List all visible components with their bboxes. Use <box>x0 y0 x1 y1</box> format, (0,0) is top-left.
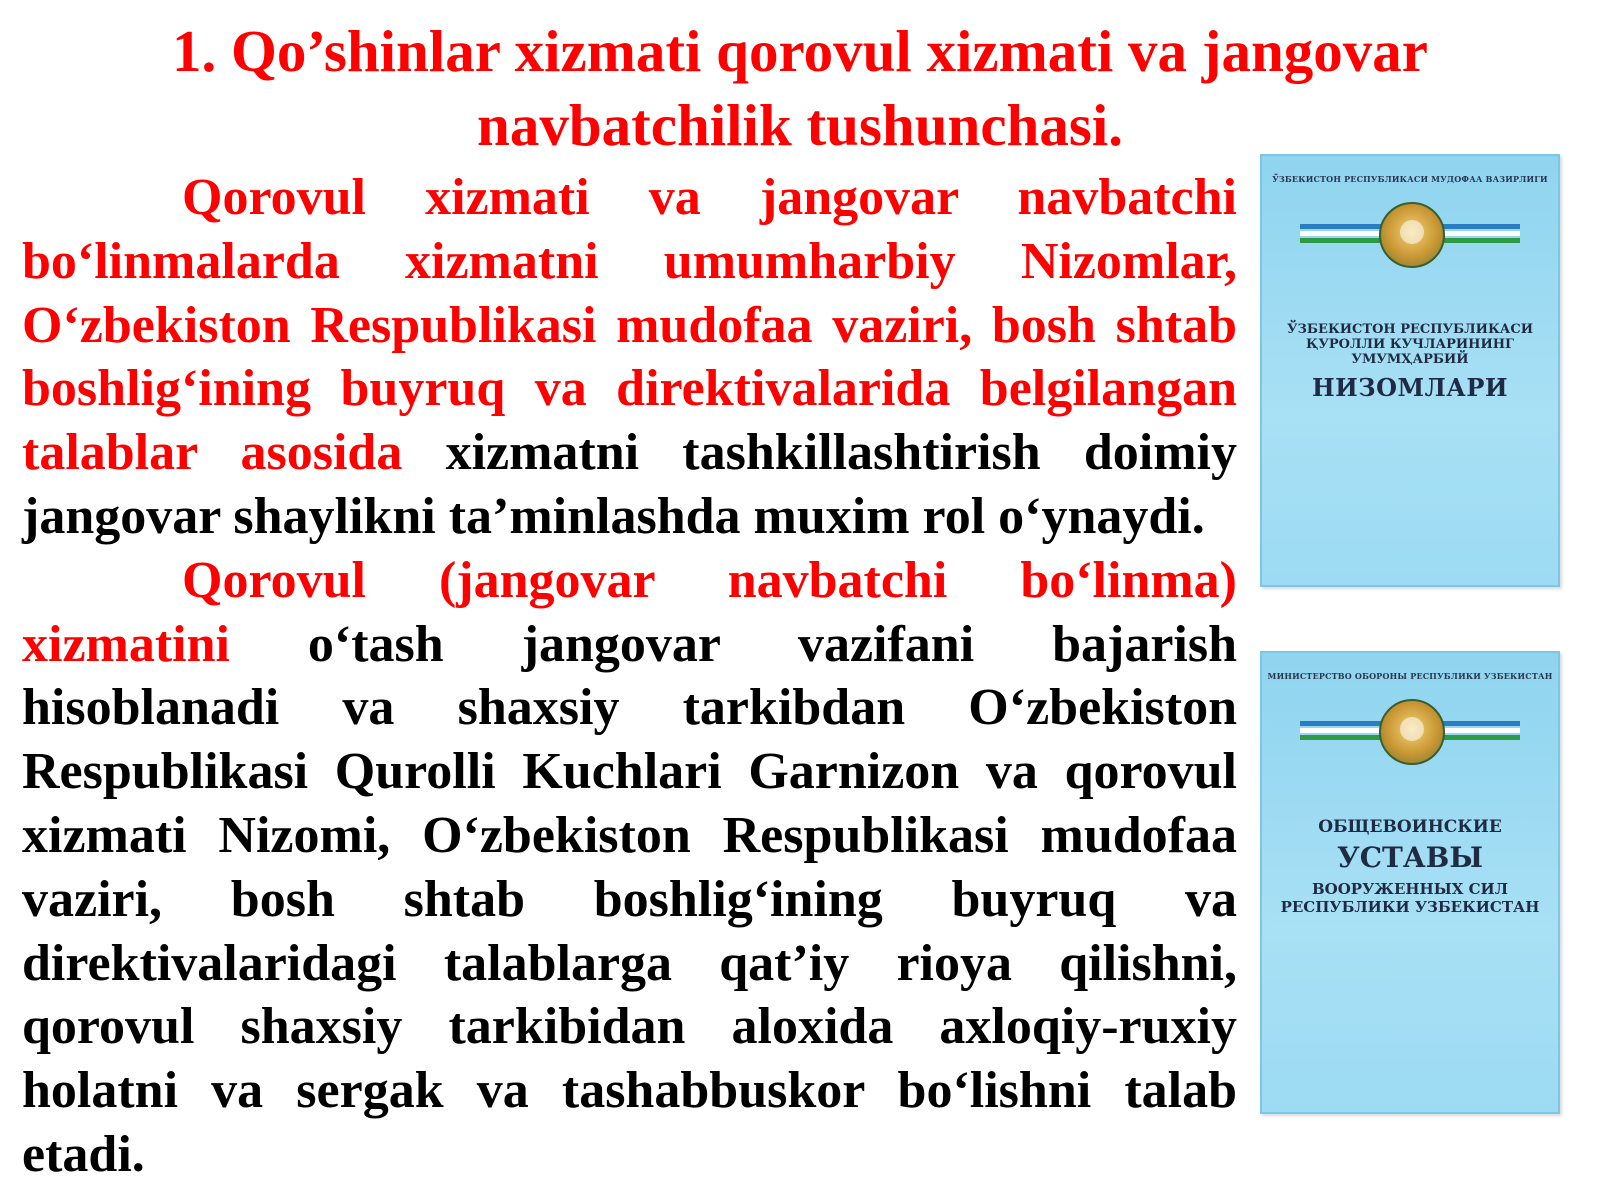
paragraph-1-highlight: Qorovul xizmati va jangovar navbatchi bo‘linmalarda xizmatni umumharbiy Nizomlar, O‘zbekiston Respublikasi mudofaa vaziri, bosh shtab boshlig‘ining buyruq va direktivalarida belgilangan talablar asosida <box>22 169 1237 482</box>
book1-title: НИЗОМЛАРИ <box>1311 373 1509 402</box>
book1-emblem-row <box>1260 198 1560 272</box>
state-emblem-icon <box>1379 202 1445 268</box>
paragraph-2-text: o‘tash jangovar vazifani bajarish hisoblanadi va shaxsiy tarkibdan O‘zbekiston Respublikasi Qurolli Kuchlari Garnizon va qorovul xizmati Nizomi, O‘zbekiston Respublikasi mudofaa vaziri, bosh shtab boshlig‘ining buyruq va direktivalaridagi talablarga qat’iy rioya qilishni, qorovul shaxsiy tarkibidan aloxida axloqiy-ruxiy holatni va sergak va tashabbuskor bo‘lishni talab etadi. <box>22 615 1237 1183</box>
book2-line-3: ВООРУЖЕННЫХ СИЛ <box>1312 880 1508 898</box>
book1-line-1: ЎЗБЕКИСТОН РЕСПУБЛИКАСИ <box>1287 322 1533 337</box>
book2-title: УСТАВЫ <box>1337 841 1483 874</box>
book-cover-uzbek-regulations <box>1260 154 1560 587</box>
body-text <box>22 166 1237 1187</box>
book2-emblem-row <box>1260 695 1560 769</box>
book1-line-2: ҚУРОЛЛИ КУЧЛАРИНИНГ <box>1306 337 1514 352</box>
state-emblem-icon <box>1379 699 1445 765</box>
paragraph-2 <box>22 549 1237 1187</box>
book2-line-1: ОБЩЕВОИНСКИЕ <box>1318 817 1502 837</box>
page-title: 1. Qo’shinlar xizmati qorovul xizmati va jangovar navbatchilik tushunchasi. <box>172 18 1428 158</box>
book1-publisher: ЎЗБЕКИСТОН РЕСПУБЛИКАСИ МУДОФАА ВАЗИРЛИГИ <box>1272 174 1548 184</box>
paragraph-2-highlight: Qorovul (jangovar navbatchi bo‘linma) xizmatini <box>22 551 1237 673</box>
book2-line-4: РЕСПУБЛИКИ УЗБЕКИСТАН <box>1280 898 1540 916</box>
paragraph-1-text: xizmatni tashkillashtirish doimiy jangovar shaylikni ta’minlashda muxim rol o‘ynaydi. <box>22 424 1237 545</box>
paragraph-1 <box>22 166 1237 549</box>
book1-line-3: УМУМҲАРБИЙ <box>1351 352 1469 367</box>
book-cover-russian-regulations <box>1260 651 1560 1114</box>
book2-publisher: МИНИСТЕРСТВО ОБОРОНЫ РЕСПУБЛИКИ УЗБЕКИСТАН <box>1267 671 1553 681</box>
